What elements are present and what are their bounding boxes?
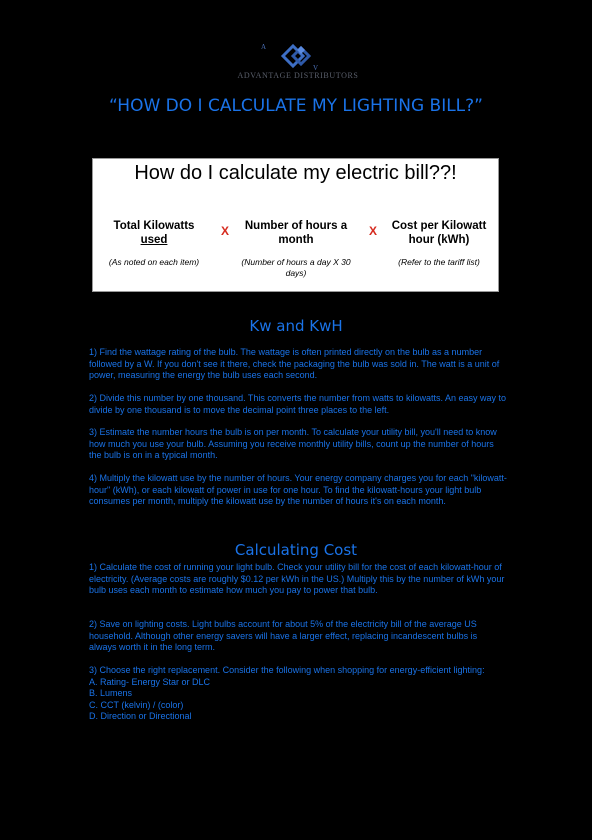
kw-step-2: 2) Divide this number by one thousand. This converts the number from watts to kilowatts. An easy way to divide by one thousand is to move the decimal point three places to the left. [89, 393, 507, 415]
multiply-sign: X [221, 224, 230, 238]
cost-step-3 [89, 665, 507, 723]
list-item: B. Lumens [89, 688, 133, 698]
kw-step-4: 4) Multiply the kilowatt use by the number of hours. Your energy company charges you for each "kilowatt-hour" (kWh), or each kilowatt of power in use for one hour. To find the kilowatt-hours your light bulb consumes per month, multiply the kilowatt use by the number of hours it's on each month. [89, 473, 507, 506]
formula-head: Cost per Kilowatt hour (kWh) [391, 220, 487, 246]
list-item: C. CCT (kelvin) / (color) [89, 699, 184, 710]
formula-note: (As noted on each item) [108, 257, 200, 267]
formula-note: (Refer to the tariff list) [398, 257, 480, 267]
formula-head: Number of hours a month [244, 220, 348, 246]
formula-title: How do I calculate my electric bill??! [134, 162, 457, 184]
cost-step-3-text: 3) Choose the right replacement. Consider the following when shopping for energy-efficient lighting: [89, 665, 485, 675]
logo-letter-v: V [313, 64, 319, 72]
company-name: ADVANTAGE DISTRIBUTORS [237, 71, 359, 80]
multiply-sign: X [369, 224, 378, 238]
section-title-kw: Kw and KwH [249, 317, 343, 335]
list-item: A. Rating- Energy Star or DLC [89, 676, 211, 687]
list-item: D. Direction or Directional [89, 711, 192, 721]
formula-note: (Number of hours a day X 30 days) [241, 257, 351, 278]
formula-image [92, 158, 499, 292]
formula-column-cost [383, 219, 495, 268]
formula-head: Total Kilowatts used [113, 220, 195, 246]
section-title-cost: Calculating Cost [234, 541, 358, 559]
company-logo [228, 40, 368, 84]
formula-column-hours [237, 219, 355, 279]
formula-column-kilowatts [99, 219, 209, 268]
cost-step-1: 1) Calculate the cost of running your light bulb. Check your utility bill for the cost of each kilowatt-hour of electricity. (Average costs are roughly $0.12 per kWh in the US.) Multiply this by the number of kWh your bulb uses each month to estimate how much you pay to power that bulb. [89, 562, 505, 595]
page-title: “HOW DO I CALCULATE MY LIGHTING BILL?” [109, 96, 483, 116]
kw-step-3: 3) Estimate the number hours the bulb is on per month. To calculate your utility bill, you'll need to know how much you use your bulb. Assuming you receive monthly utility bills, count up the number of hours the bulb is on in a typical month. [89, 427, 497, 460]
logo-letter-a: A [261, 43, 267, 51]
kw-step-1: 1) Find the wattage rating of the bulb. The wattage is often printed directly on the bulb as a number followed by a W. If you don't see it there, check the packaging the bulb was sold in. The watt is a unit of power, measuring the energy the bulb uses each second. [89, 347, 500, 380]
cost-step-2: 2) Save on lighting costs. Light bulbs account for about 5% of the electricity bill of the average US household. Although other energy savers will have a larger effect, replacing incandescent bulbs is always worth it in the long term. [89, 619, 478, 652]
